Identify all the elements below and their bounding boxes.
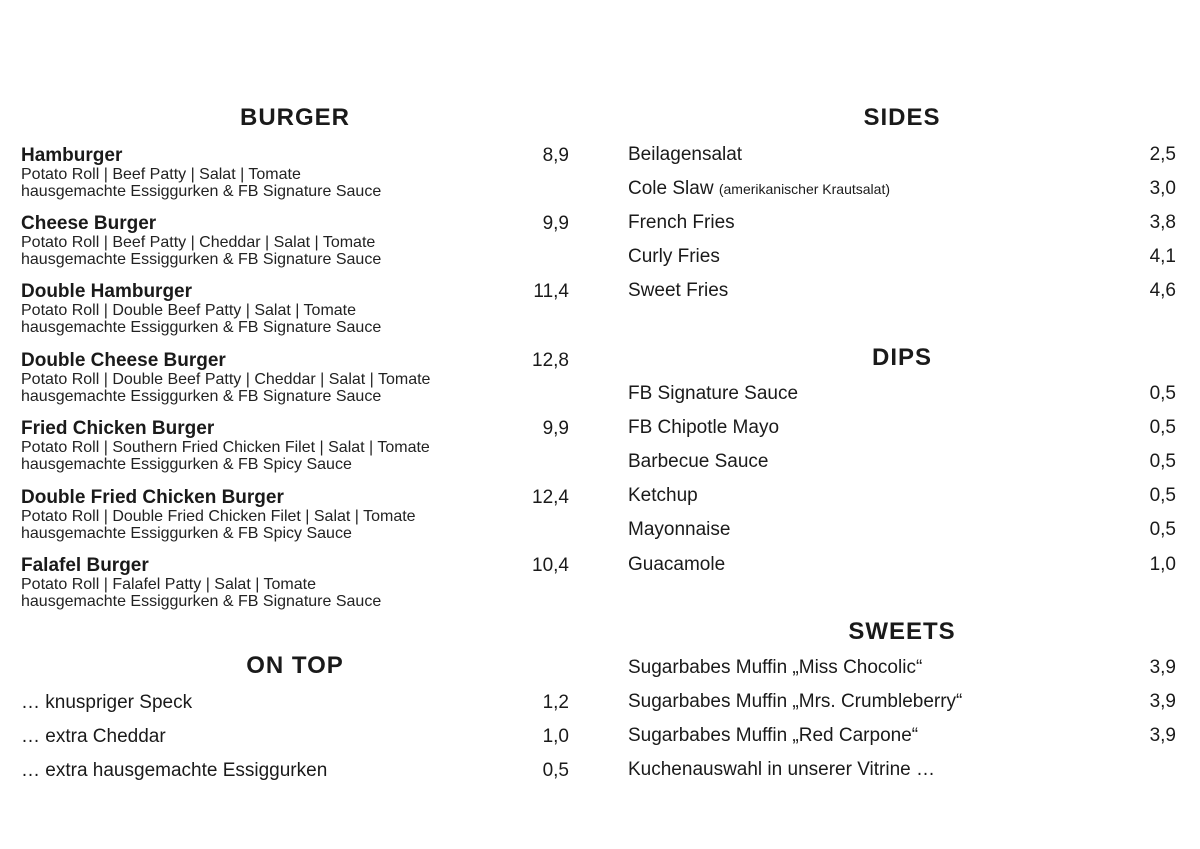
menu-item xyxy=(628,211,1176,235)
item-name: FB Chipotle Mayo xyxy=(628,417,780,438)
menu-item xyxy=(21,214,569,268)
item-name: Kuchenauswahl in unserer Vitrine … xyxy=(628,759,935,780)
item-name: Sugarbabes Muffin „Mrs. Crumbleberry“ xyxy=(628,691,963,712)
menu-item xyxy=(628,450,1176,474)
item-price: 0,5 xyxy=(1149,485,1176,506)
item-price: 3,8 xyxy=(1149,212,1176,233)
menu-item xyxy=(21,556,569,610)
item-description: hausgemachte Essiggurken & FB Spicy Sauce xyxy=(21,525,352,542)
item-name: Barbecue Sauce xyxy=(628,451,769,472)
item-price: 12,4 xyxy=(532,487,569,508)
item-price: 0,5 xyxy=(1149,417,1176,438)
menu-item xyxy=(628,758,1176,782)
menu-item xyxy=(628,245,1176,269)
menu-item xyxy=(21,419,569,473)
item-price: 0,5 xyxy=(1149,451,1176,472)
item-price: 1,0 xyxy=(542,726,569,747)
item-name: … knuspriger Speck xyxy=(21,692,193,713)
item-name: … extra Cheddar xyxy=(21,726,166,747)
item-description: hausgemachte Essiggurken & FB Signature Sauce xyxy=(21,183,382,200)
menu-item xyxy=(21,351,569,405)
item-price: 4,1 xyxy=(1149,246,1176,267)
item-description: hausgemachte Essiggurken & FB Signature Sauce xyxy=(21,388,382,405)
item-name: Mayonnaise xyxy=(628,519,731,540)
item-description: hausgemachte Essiggurken & FB Signature Sauce xyxy=(21,593,382,610)
item-price: 3,9 xyxy=(1149,725,1176,746)
item-name: Curly Fries xyxy=(628,246,720,267)
dips-section-title: DIPS xyxy=(871,344,932,371)
item-description: Potato Roll | Beef Patty | Salat | Tomate xyxy=(21,166,301,183)
burger-section-title: BURGER xyxy=(239,104,350,131)
item-description: Potato Roll | Double Fried Chicken Filet | Salat | Tomate xyxy=(21,508,416,525)
item-price: 9,9 xyxy=(542,418,569,439)
menu-item xyxy=(628,177,1176,201)
menu-item xyxy=(21,725,569,749)
item-price: 4,6 xyxy=(1149,280,1176,301)
menu-item xyxy=(21,488,569,542)
item-name: Hamburger xyxy=(21,145,123,166)
item-name: … extra hausgemachte Essiggurken xyxy=(21,760,328,781)
item-price: 11,4 xyxy=(533,281,569,302)
item-name: Double Hamburger xyxy=(21,281,193,302)
item-price: 2,5 xyxy=(1149,144,1176,165)
item-description: hausgemachte Essiggurken & FB Signature Sauce xyxy=(21,251,382,268)
item-description: Potato Roll | Double Beef Patty | Cheddar | Salat | Tomate xyxy=(21,371,431,388)
menu-item xyxy=(628,656,1176,680)
item-name: Sugarbabes Muffin „Red Carpone“ xyxy=(628,725,919,746)
item-price: 0,5 xyxy=(542,760,569,781)
menu-item xyxy=(628,279,1176,303)
menu-item xyxy=(628,690,1176,714)
item-name: Cole Slaw xyxy=(628,178,714,199)
item-price: 0,5 xyxy=(1149,383,1176,404)
item-name: Guacamole xyxy=(628,554,726,575)
item-name: Fried Chicken Burger xyxy=(21,418,215,439)
item-price: 10,4 xyxy=(532,555,569,576)
item-name: Cheese Burger xyxy=(21,213,157,234)
item-name: Double Cheese Burger xyxy=(21,350,226,371)
item-note: (amerikanischer Krautsalat) xyxy=(718,181,890,197)
item-description: Potato Roll | Falafel Patty | Salat | Tomate xyxy=(21,576,316,593)
item-name: Beilagensalat xyxy=(628,144,743,165)
menu-item xyxy=(628,518,1176,542)
item-price: 8,9 xyxy=(542,145,569,166)
menu-item xyxy=(21,691,569,715)
item-name: Sweet Fries xyxy=(628,280,729,301)
item-name: Falafel Burger xyxy=(21,555,149,576)
menu-item xyxy=(628,484,1176,508)
item-price: 1,2 xyxy=(542,692,569,713)
menu-item xyxy=(628,724,1176,748)
item-name: French Fries xyxy=(628,212,735,233)
item-name: FB Signature Sauce xyxy=(628,383,799,404)
item-price: 1,0 xyxy=(1149,554,1176,575)
menu-item xyxy=(21,759,569,783)
menu-item xyxy=(21,282,569,336)
menu-item xyxy=(628,553,1176,577)
item-name: Double Fried Chicken Burger xyxy=(21,487,284,508)
menu-item xyxy=(628,382,1176,406)
menu-item xyxy=(21,146,569,200)
sweets-section-title: SWEETS xyxy=(848,618,956,645)
item-description: hausgemachte Essiggurken & FB Signature Sauce xyxy=(21,319,382,336)
item-price: 9,9 xyxy=(542,213,569,234)
item-name: Sugarbabes Muffin „Miss Chocolic“ xyxy=(628,657,923,678)
on-top-section-title: ON TOP xyxy=(246,652,344,679)
item-price: 3,9 xyxy=(1149,657,1176,678)
item-price: 12,8 xyxy=(532,350,569,371)
sides-section-title: SIDES xyxy=(863,104,941,131)
item-description: hausgemachte Essiggurken & FB Spicy Sauce xyxy=(21,456,352,473)
item-price: 3,0 xyxy=(1149,178,1176,199)
item-price: 3,9 xyxy=(1149,691,1176,712)
item-description: Potato Roll | Southern Fried Chicken Filet | Salat | Tomate xyxy=(21,439,430,456)
item-name: Ketchup xyxy=(628,485,698,506)
menu-item xyxy=(628,143,1176,167)
item-price: 0,5 xyxy=(1149,519,1176,540)
menu-item xyxy=(628,416,1176,440)
item-description: Potato Roll | Double Beef Patty | Salat | Tomate xyxy=(21,302,357,319)
item-description: Potato Roll | Beef Patty | Cheddar | Salat | Tomate xyxy=(21,234,376,251)
